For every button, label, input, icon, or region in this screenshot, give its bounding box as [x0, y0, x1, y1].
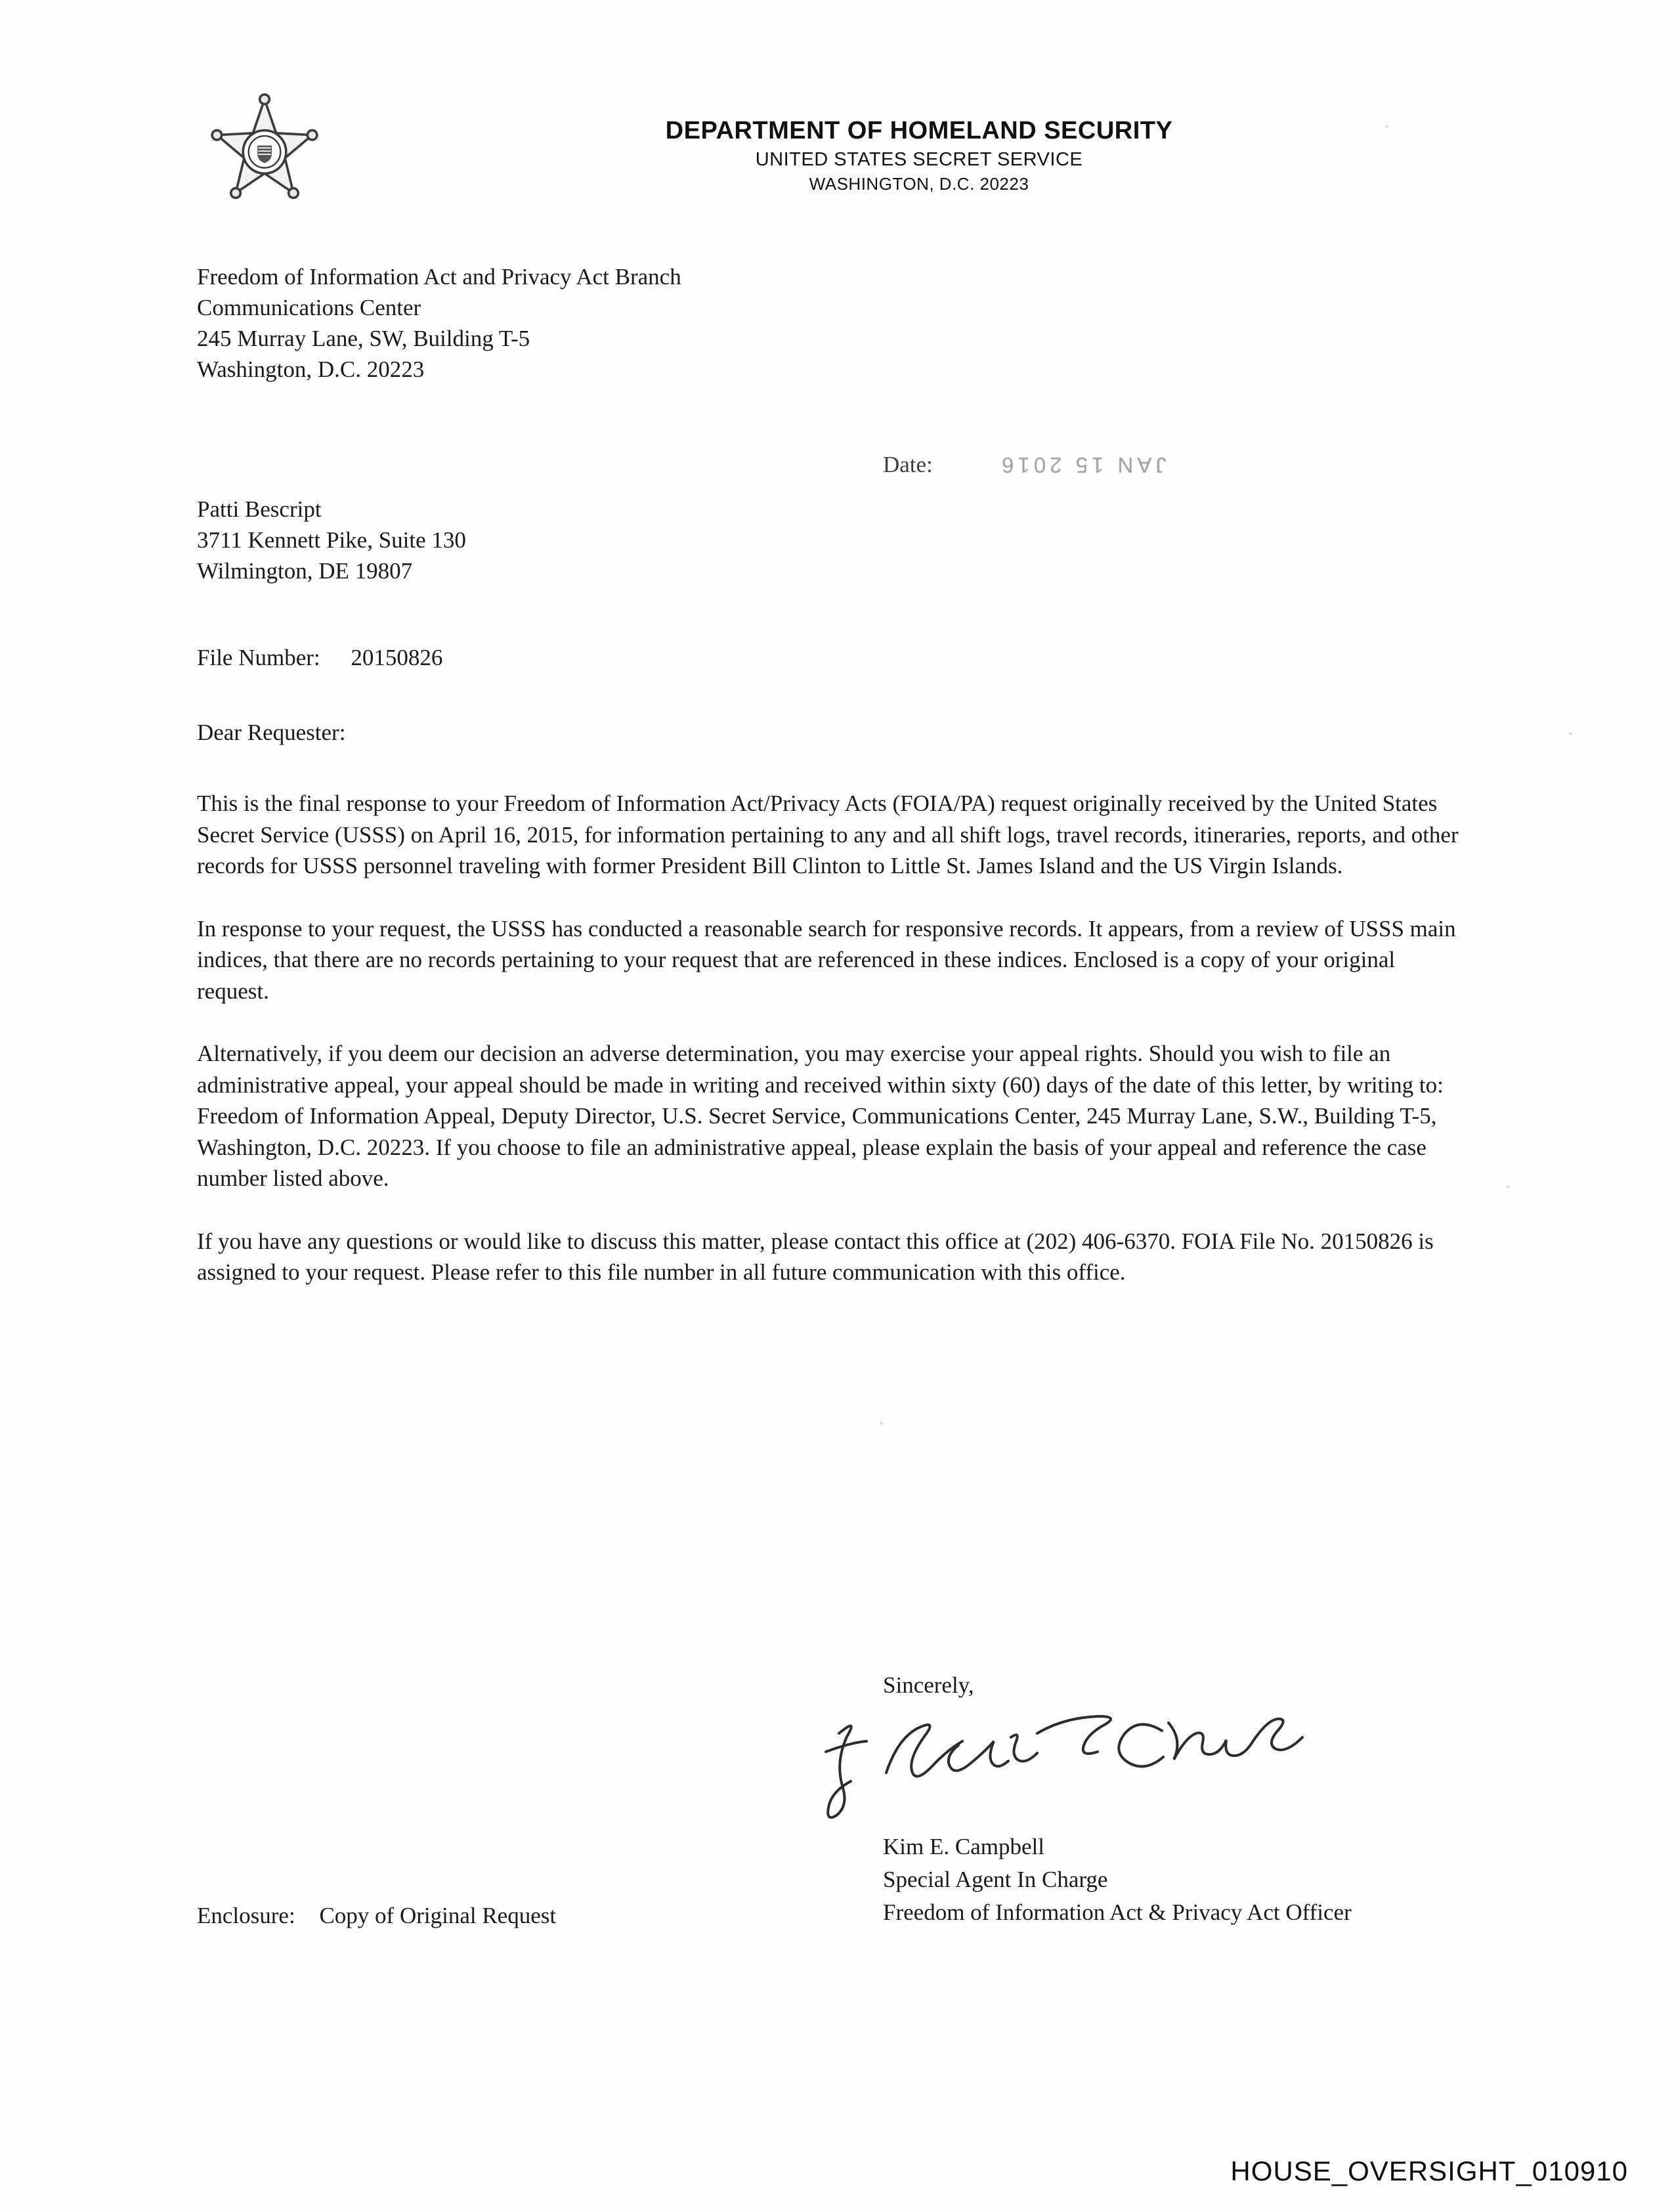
date-line [883, 452, 1166, 478]
scan-speck [1569, 732, 1572, 735]
file-number-value: 20150826 [351, 645, 443, 670]
signer-title-2: Freedom of Information Act & Privacy Act Officer [883, 1899, 1352, 1925]
paragraph-2: In response to your request, the USSS has conducted a reasonable search for responsive records. It appears, from a review of USSS main indices, that there are no records pertaining to your request that are referenced in these indices. Enclosed is a copy of your original request. [197, 915, 1456, 1004]
closing-sincerely: Sincerely, [883, 1672, 974, 1698]
scan-speck [1507, 1185, 1510, 1188]
date-label: Date: [883, 452, 933, 477]
sender-line-1: Freedom of Information Act and Privacy Act Branch [197, 264, 681, 290]
bates-number: HOUSE_OVERSIGHT_010910 [1230, 2156, 1628, 2186]
enclosure-value: Copy of Original Request [319, 1903, 557, 1928]
date-stamp: JAN 15 2016 [997, 453, 1167, 477]
sender-address-block [197, 261, 681, 385]
file-number-label: File Number: [197, 645, 320, 670]
sender-line-4: Washington, D.C. 20223 [197, 357, 425, 382]
scan-speck [1385, 125, 1388, 128]
enclosure-label: Enclosure: [197, 1903, 295, 1928]
recipient-address-1: 3711 Kennett Pike, Suite 130 [197, 527, 466, 553]
secret-service-badge-icon [209, 92, 320, 217]
sender-line-3: 245 Murray Lane, SW, Building T-5 [197, 326, 530, 351]
closing-block [883, 1669, 1352, 1929]
paragraph-4: If you have any questions or would like to discuss this matter, please contact this office at (202) 406-6370. FOIA File No. 20150826 is assigned to your request. Please refer to this file number in all future communication with this office. [197, 1228, 1434, 1285]
paragraph-1: This is the final response to your Freedom of Information Act/Privacy Acts (FOIA/PA) request originally received by the United States Secret Service (USSS) on April 16, 2015, for information pertaining to any and all shift logs, travel records, itineraries, reports, and other records for USSS personnel traveling with former President Bill Clinton to Little St. James Island and the US Virgin Islands. [197, 791, 1459, 878]
signer-name: Kim E. Campbell [883, 1834, 1044, 1859]
signer-title-1: Special Agent In Charge [883, 1867, 1108, 1892]
recipient-address-block [197, 494, 466, 586]
recipient-address-2: Wilmington, DE 19807 [197, 558, 413, 584]
paragraph-3: Alternatively, if you deem our decision an adverse determination, you may exercise your appeal rights. Should you wish to file an administrative appeal, your appeal should be made in writing and received within sixty (60) days of the date of this letter, by writing to: Freedom of Information Appeal, Deputy Director, U.S. Secret Service, Communications Center, 245 Murray Lane, S.W., Building T-5, Washington, D.C. 20223. If you choose to file an administrative appeal, please explain the basis of your appeal and reference the case number listed above. [197, 1041, 1444, 1191]
letter-body [197, 788, 1467, 1320]
enclosure-line [197, 1903, 556, 1929]
letterhead [558, 117, 1280, 194]
file-number-line [197, 645, 442, 671]
sender-line-2: Communications Center [197, 295, 421, 320]
letterhead-city: WASHINGTON, D.C. 20223 [809, 174, 1029, 194]
recipient-name: Patti Bescript [197, 496, 322, 522]
salutation: Dear Requester: [197, 720, 346, 745]
scan-speck [880, 1421, 883, 1425]
letterhead-department: DEPARTMENT OF HOMELAND SECURITY [665, 117, 1173, 144]
letterhead-agency: UNITED STATES SECRET SERVICE [755, 149, 1083, 170]
